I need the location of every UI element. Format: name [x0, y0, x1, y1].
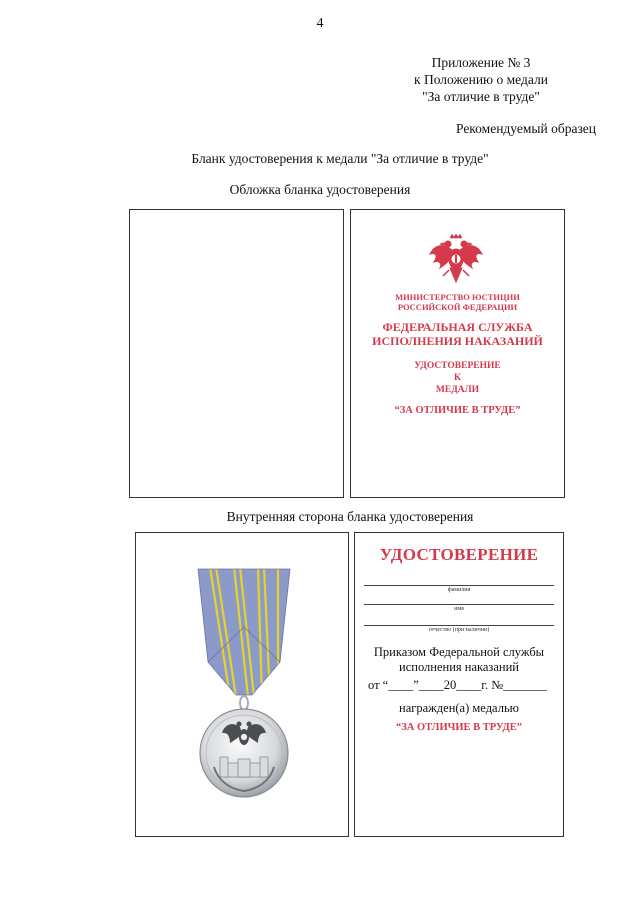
page-number: 4 — [316, 16, 324, 31]
cover-cert-line-1: УДОСТОВЕРЕНИЕ — [414, 361, 501, 371]
annex-line-1: Приложение № 3 — [431, 55, 531, 70]
annex-line-3: "За отличие в труде" — [422, 89, 540, 104]
inner-award-name: “ЗА ОТЛИЧИЕ В ТРУДЕ” — [395, 722, 523, 733]
name-caption: имя — [454, 606, 464, 612]
awarded-text: награжден(а) медалью — [399, 701, 519, 715]
cover-cert-line-3: МЕДАЛИ — [435, 385, 480, 395]
cover-award-name: “ЗА ОТЛИЧИЕ В ТРУДЕ” — [394, 405, 521, 416]
cover-section-title: Обложка бланка удостоверения — [229, 182, 411, 197]
surname-line[interactable] — [364, 585, 554, 586]
recommended-sample-label: Рекомендуемый образец — [455, 121, 596, 136]
inner-section-title: Внутренняя сторона бланка удостоверения — [226, 509, 474, 524]
cover-cert-line-2: К — [454, 373, 461, 383]
inner-certificate-title: УДОСТОВЕРЕНИЕ — [379, 545, 539, 564]
annex-line-2: к Положению о медали — [414, 72, 548, 87]
name-line[interactable] — [364, 604, 554, 605]
cover-service-line-2: ИСПОЛНЕНИЯ НАКАЗАНИЙ — [372, 334, 543, 348]
patronymic-line[interactable] — [364, 625, 554, 626]
patronymic-caption: отчество (при наличии) — [428, 627, 490, 633]
order-date-line: от “____”____20____г. №_______ — [368, 678, 547, 692]
cover-ministry-line-2: РОССИЙСКОЙ ФЕДЕРАЦИИ — [397, 302, 518, 312]
cover-ministry — [350, 292, 565, 312]
order-line-2: исполнения наказаний — [399, 660, 519, 674]
order-issuer — [354, 645, 564, 675]
surname-caption: фамилия — [447, 587, 471, 593]
cover-certificate — [350, 360, 565, 396]
cover-service-line-1: ФЕДЕРАЛЬНАЯ СЛУЖБА — [382, 320, 533, 334]
order-line-1: Приказом Федеральной службы — [373, 645, 545, 659]
cover-service — [350, 320, 565, 348]
form-title: Бланк удостоверения к медали "За отличие в труде" — [191, 151, 489, 166]
medal-image — [190, 567, 300, 807]
cover-ministry-line-1: МИНИСТЕРСТВО ЮСТИЦИИ — [395, 292, 520, 302]
annex-header — [366, 54, 596, 105]
cover-back-panel — [129, 209, 344, 498]
eagle-emblem-icon — [428, 232, 484, 284]
